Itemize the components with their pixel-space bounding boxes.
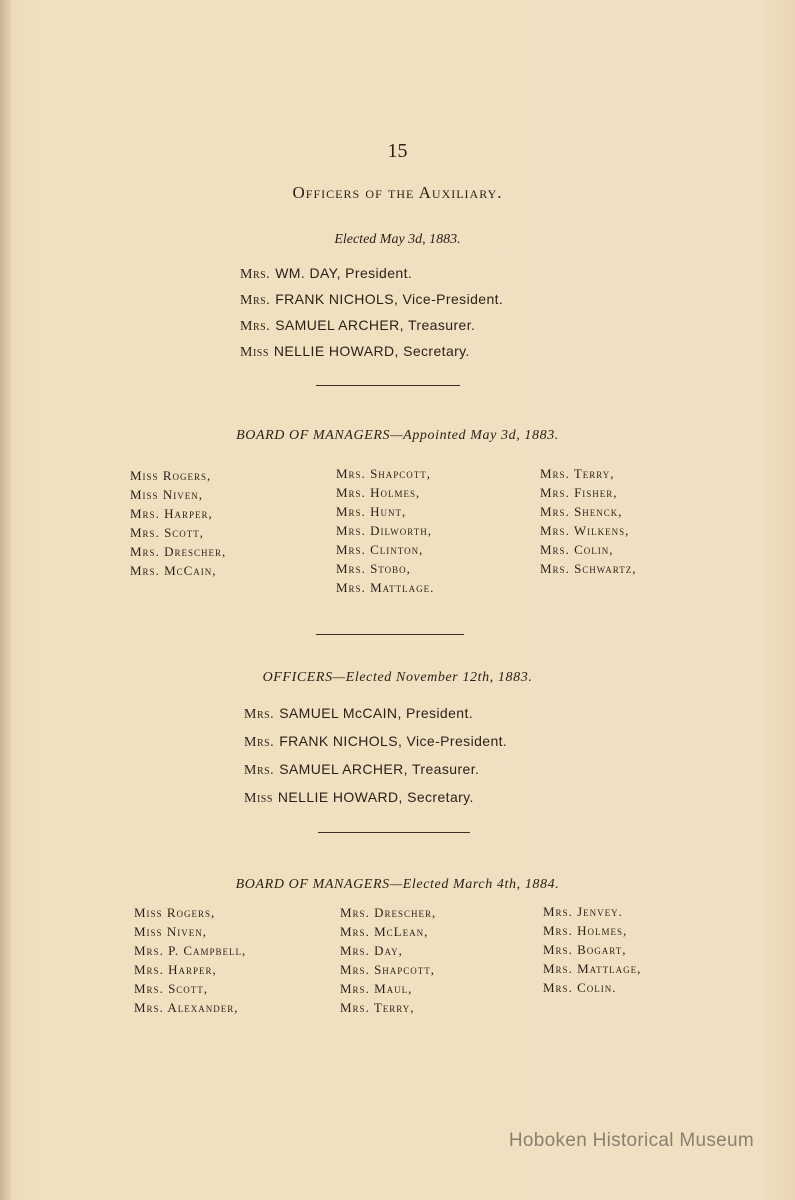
list-item: Mrs. Terry, (540, 466, 615, 481)
officer-row: Mrs. FRANK NICHOLS, Vice-President. (244, 733, 508, 750)
list-item: Mrs. Fisher, (540, 485, 618, 500)
list-item: Mrs. Mattlage, (543, 961, 642, 976)
list-item: Mrs. Drescher, (340, 905, 437, 920)
list-item: Mrs. Harper, (130, 506, 213, 521)
list-item: Mrs. Hunt, (336, 504, 407, 519)
officers-list-1883 (240, 261, 503, 365)
page-number: 15 (387, 140, 408, 162)
officer-row: Mrs. FRANK NICHOLS, Vice-President. (240, 291, 504, 308)
list-item: Mrs. Scott, (134, 981, 209, 996)
officer-row: Mrs. SAMUEL McCAIN, President. (244, 705, 474, 722)
list-item: Mrs. Scott, (130, 525, 205, 540)
list-item: Miss Niven, (130, 487, 203, 502)
board-1883-column-1 (130, 466, 226, 580)
list-item: Mrs. Bogart, (543, 942, 627, 957)
list-item: Mrs. Jenvey. (543, 904, 623, 919)
board-1884-column-3 (543, 902, 641, 997)
officer-row: Miss NELLIE HOWARD, Secretary. (244, 789, 474, 806)
officer-row: Mrs. SAMUEL ARCHER, Treasurer. (244, 761, 480, 778)
divider-rule (318, 832, 470, 833)
divider-rule (316, 385, 460, 386)
list-item: Mrs. Harper, (134, 962, 217, 977)
list-item: Mrs. Day, (340, 943, 403, 958)
officers-list-nov-1883 (244, 700, 507, 812)
list-item: Mrs. Maul, (340, 981, 413, 996)
museum-watermark: Hoboken Historical Museum (508, 1130, 754, 1151)
list-item: Mrs. McCain, (130, 563, 217, 578)
page-spine-shadow (0, 0, 10, 1200)
list-item: Mrs. Colin, (540, 542, 614, 557)
board-1883-column-2 (336, 464, 434, 597)
list-item: Mrs. Clinton, (336, 542, 424, 557)
list-item: Mrs. Shapcott, (336, 466, 432, 481)
board-heading-2: BOARD OF MANAGERS—Elected March 4th, 1884. (235, 877, 560, 892)
divider-rule (316, 634, 464, 635)
board-1884-column-2 (340, 903, 436, 1017)
officers-heading-2: OFFICERS—Elected November 12th, 1883. (262, 670, 533, 685)
list-item: Mrs. Schwartz, (540, 561, 637, 576)
list-item: Mrs. Drescher, (130, 544, 227, 559)
list-item: Mrs. Dilworth, (336, 523, 432, 538)
page-heading: Officers of the Auxiliary. (292, 183, 503, 202)
board-1884-column-1 (134, 903, 246, 1017)
list-item: Mrs. P. Campbell, (134, 943, 247, 958)
list-item: Mrs. Stobo, (336, 561, 411, 576)
list-item: Mrs. Terry, (340, 1000, 415, 1015)
board-1883-column-3 (540, 464, 637, 578)
list-item: Miss Rogers, (134, 905, 216, 920)
list-item: Mrs. Holmes, (336, 485, 421, 500)
board-heading-1: BOARD OF MANAGERS—Appointed May 3d, 1883. (236, 428, 559, 443)
list-item: Mrs. Mattlage. (336, 580, 435, 595)
list-item: Mrs. McLean, (340, 924, 429, 939)
list-item: Mrs. Holmes, (543, 923, 628, 938)
list-item: Mrs. Shapcott, (340, 962, 436, 977)
officer-row: Mrs. WM. DAY, President. (240, 265, 413, 282)
list-item: Miss Rogers, (130, 468, 212, 483)
list-item: Miss Niven, (134, 924, 207, 939)
list-item: Mrs. Colin. (543, 980, 617, 995)
election-date-1: Elected May 3d, 1883. (334, 232, 461, 247)
officer-row: Miss NELLIE HOWARD, Secretary. (240, 343, 470, 360)
list-item: Mrs. Shenck, (540, 504, 623, 519)
list-item: Mrs. Wilkens, (540, 523, 630, 538)
officer-row: Mrs. SAMUEL ARCHER, Treasurer. (240, 317, 476, 334)
list-item: Mrs. Alexander, (134, 1000, 239, 1015)
